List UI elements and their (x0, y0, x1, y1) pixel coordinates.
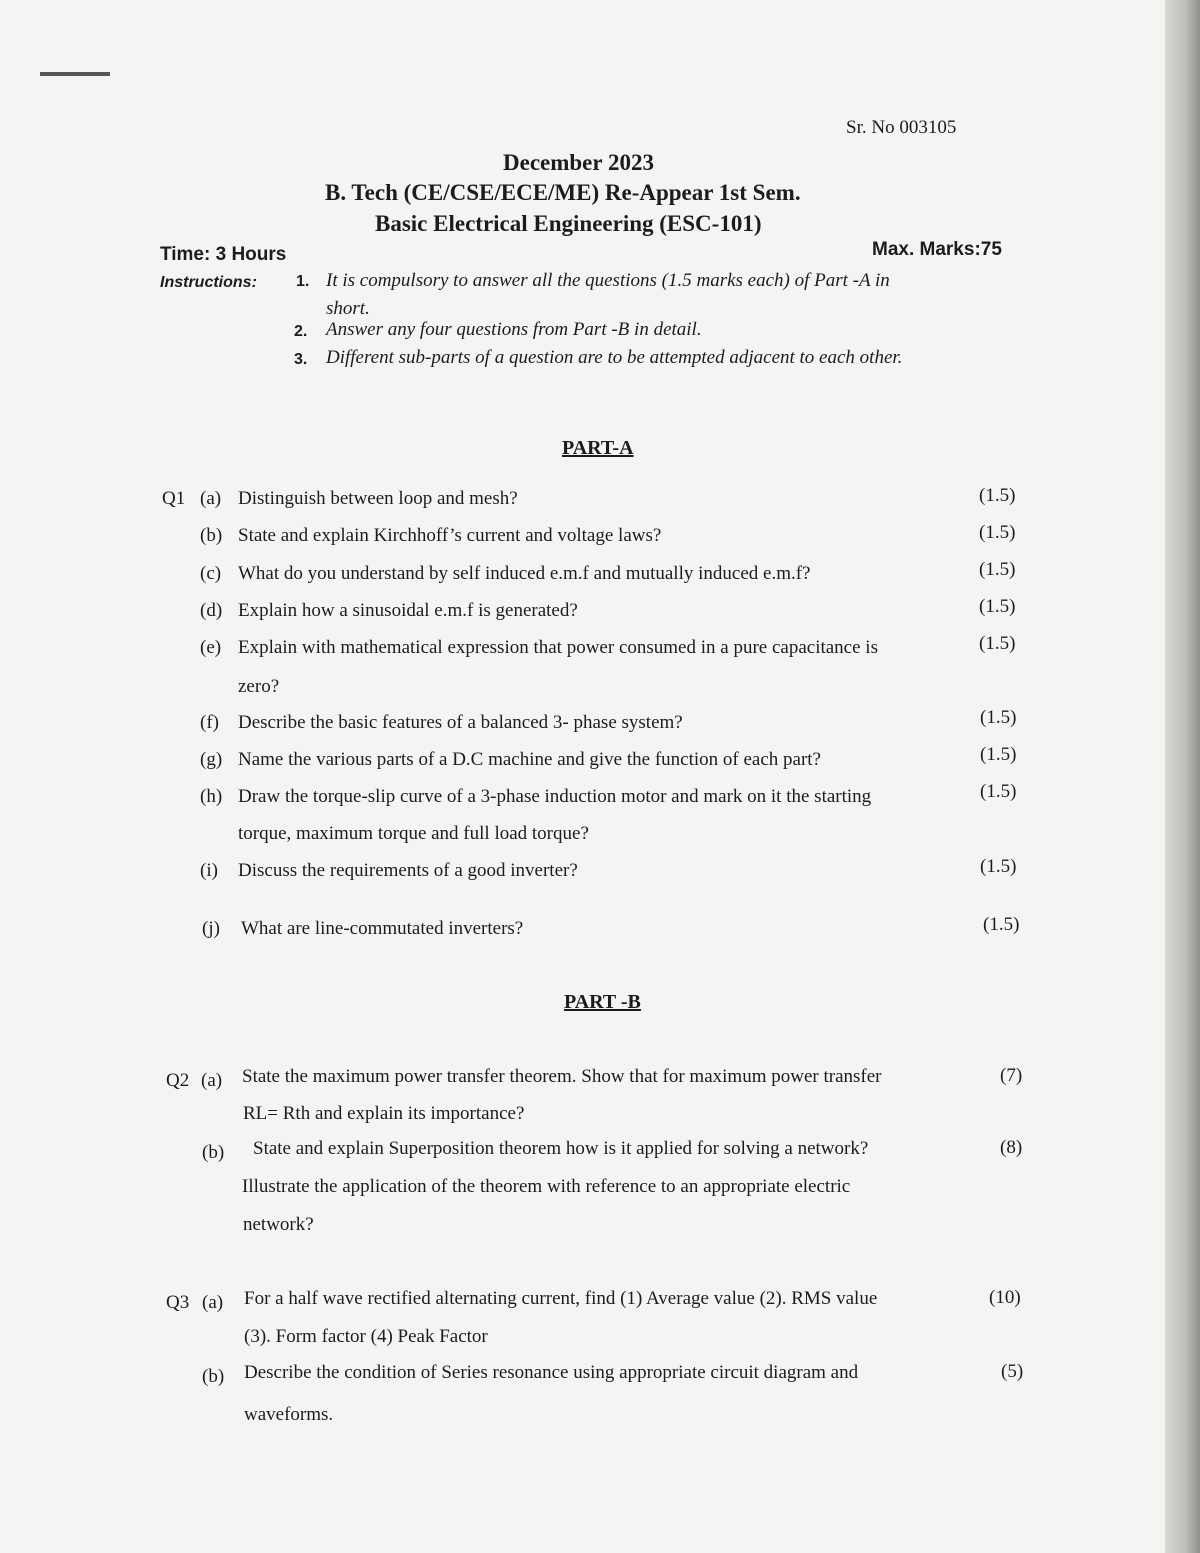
sub-question-text: Describe the condition of Series resonance using appropriate circuit diagram and (244, 1362, 859, 1383)
marks: (1.5) (980, 781, 1017, 802)
marks: (1.5) (979, 559, 1016, 580)
scan-mark (40, 72, 110, 76)
sub-question-label: (h) (200, 786, 223, 807)
sub-question-text: Explain with mathematical expression that power consumed in a pure capacitance is (238, 637, 878, 658)
sub-question-label: (e) (200, 637, 222, 658)
sub-question-label: (b) (202, 1142, 225, 1163)
sub-question-text: Describe the basic features of a balanced 3- phase system? (238, 712, 683, 733)
sub-question-text: Explain how a sinusoidal e.m.f is generated? (238, 600, 578, 621)
sub-question-label: (b) (202, 1366, 225, 1387)
sub-question-text: Distinguish between loop and mesh? (238, 488, 518, 509)
part-b-heading: PART -B (564, 991, 641, 1013)
marks: (1.5) (979, 485, 1016, 506)
sub-question-label: (c) (200, 563, 222, 584)
sub-question-text: Name the various parts of a D.C machine and give the function of each part? (238, 749, 821, 770)
sub-question-text: For a half wave rectified alternating current, find (1) Average value (2). RMS value (244, 1288, 878, 1309)
sub-question-text: State the maximum power transfer theorem. Show that for maximum power transfer (242, 1066, 882, 1087)
marks: (1.5) (980, 744, 1017, 765)
question-number: Q2 (166, 1070, 190, 1091)
sub-question-label: (f) (200, 712, 219, 733)
serial-number: Sr. No 003105 (846, 117, 957, 138)
instruction-number: 2. (294, 323, 308, 340)
instruction-text: Different sub-parts of a question are to be attempted adjacent to each other. (326, 347, 903, 368)
page-edge-shadow (1165, 0, 1200, 1553)
sub-question-text-continued: waveforms. (244, 1404, 334, 1425)
instruction-text: It is compulsory to answer all the questions (1.5 marks each) of Part -A in (326, 270, 890, 291)
marks: (1.5) (979, 522, 1016, 543)
question-number: Q1 (162, 488, 186, 509)
sub-question-text-continued: RL= Rth and explain its importance? (243, 1103, 525, 1124)
time-allowed: Time: 3 Hours (160, 244, 287, 265)
marks: (1.5) (983, 914, 1020, 935)
sub-question-text-continued: (3). Form factor (4) Peak Factor (244, 1326, 488, 1347)
subject-title: Basic Electrical Engineering (ESC-101) (375, 211, 762, 236)
sub-question-text: State and explain Kirchhoff’s current and voltage laws? (238, 525, 662, 546)
sub-question-text: Discuss the requirements of a good inverter? (238, 860, 578, 881)
sub-question-label: (d) (200, 600, 223, 621)
marks: (10) (989, 1287, 1021, 1308)
marks: (5) (1001, 1361, 1024, 1382)
sub-question-text: What do you understand by self induced e.m.f and mutually induced e.m.f? (238, 563, 811, 584)
sub-question-label: (g) (200, 749, 223, 770)
marks: (1.5) (979, 633, 1016, 654)
instruction-text: short. (326, 298, 370, 319)
sub-question-text-continued: Illustrate the application of the theorem with reference to an appropriate electric (242, 1176, 851, 1197)
instruction-text: Answer any four questions from Part -B in detail. (326, 319, 702, 340)
max-marks: Max. Marks:75 (872, 239, 1002, 260)
course-title: B. Tech (CE/CSE/ECE/ME) Re-Appear 1st Sem. (325, 180, 801, 205)
sub-question-label: (a) (200, 488, 222, 509)
sub-question-text-continued: network? (243, 1214, 314, 1235)
question-number: Q3 (166, 1292, 190, 1313)
marks: (1.5) (980, 856, 1017, 877)
marks: (1.5) (979, 596, 1016, 617)
sub-question-text: State and explain Superposition theorem how is it applied for solving a network? (253, 1138, 869, 1159)
marks: (1.5) (980, 707, 1017, 728)
sub-question-text-continued: torque, maximum torque and full load torque? (238, 823, 589, 844)
exam-date: December 2023 (503, 150, 654, 175)
sub-question-label: (j) (202, 918, 220, 939)
marks: (8) (1000, 1137, 1023, 1158)
sub-question-label: (a) (201, 1070, 223, 1091)
sub-question-label: (b) (200, 525, 223, 546)
marks: (7) (1000, 1065, 1023, 1086)
instruction-number: 1. (296, 273, 310, 290)
sub-question-text-continued: zero? (238, 676, 280, 697)
sub-question-label: (a) (202, 1292, 224, 1313)
part-a-heading: PART-A (562, 437, 634, 459)
sub-question-label: (i) (200, 860, 218, 881)
sub-question-text: Draw the torque-slip curve of a 3-phase induction motor and mark on it the starting (238, 786, 872, 807)
instructions-label: Instructions: (160, 274, 257, 291)
sub-question-text: What are line-commutated inverters? (241, 918, 524, 939)
instruction-number: 3. (294, 351, 308, 368)
